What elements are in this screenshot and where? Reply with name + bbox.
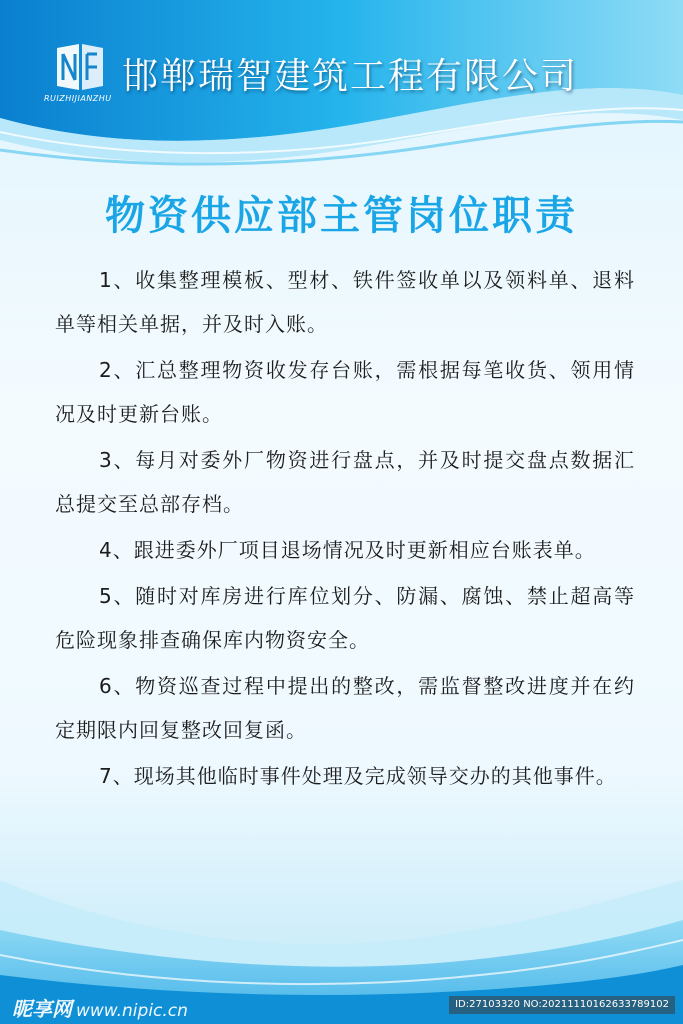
duty-item-7: 7、现场其他临时事件处理及完成领导交办的其他事件。 bbox=[99, 764, 617, 788]
duty-list bbox=[55, 258, 635, 800]
company-name: 邯郸瑞智建筑工程有限公司 bbox=[122, 56, 579, 97]
duty-item-3: 3、每月对委外厂物资进行盘点，并及时提交盘点数据汇总提交至总部存档。 bbox=[55, 448, 635, 516]
duty-item-6: 6、物资巡查过程中提出的整改，需监督整改进度并在约定期限内回复整改回复函。 bbox=[55, 674, 635, 742]
logo-subtext: RUIZHIJIANZHU bbox=[44, 94, 112, 103]
duty-item-2: 2、汇总整理物资收发存台账，需根据每笔收货、领用情况及时更新台账。 bbox=[55, 358, 635, 426]
duty-item-5: 5、随时对库房进行库位划分、防漏、腐蚀、禁止超高等危险现象排查确保库内物资安全。 bbox=[55, 584, 635, 652]
watermark-brand-name: 昵享网 bbox=[12, 997, 72, 1021]
header bbox=[0, 0, 683, 150]
company-logo-icon bbox=[55, 42, 105, 92]
page-title: 物资供应部主管岗位职责 bbox=[105, 193, 578, 239]
watermark-url: www.nipic.cn bbox=[76, 1001, 188, 1021]
duty-item-1: 1、收集整理模板、型材、铁件签收单以及领料单、退料单等相关单据，并及时入账。 bbox=[55, 268, 635, 336]
duty-item-4: 4、跟进委外厂项目退场情况及时更新相应台账表单。 bbox=[99, 538, 596, 562]
watermark-brand bbox=[12, 993, 188, 1022]
watermark-id: ID:27103320 NO:20211110162633789102 bbox=[449, 996, 675, 1014]
